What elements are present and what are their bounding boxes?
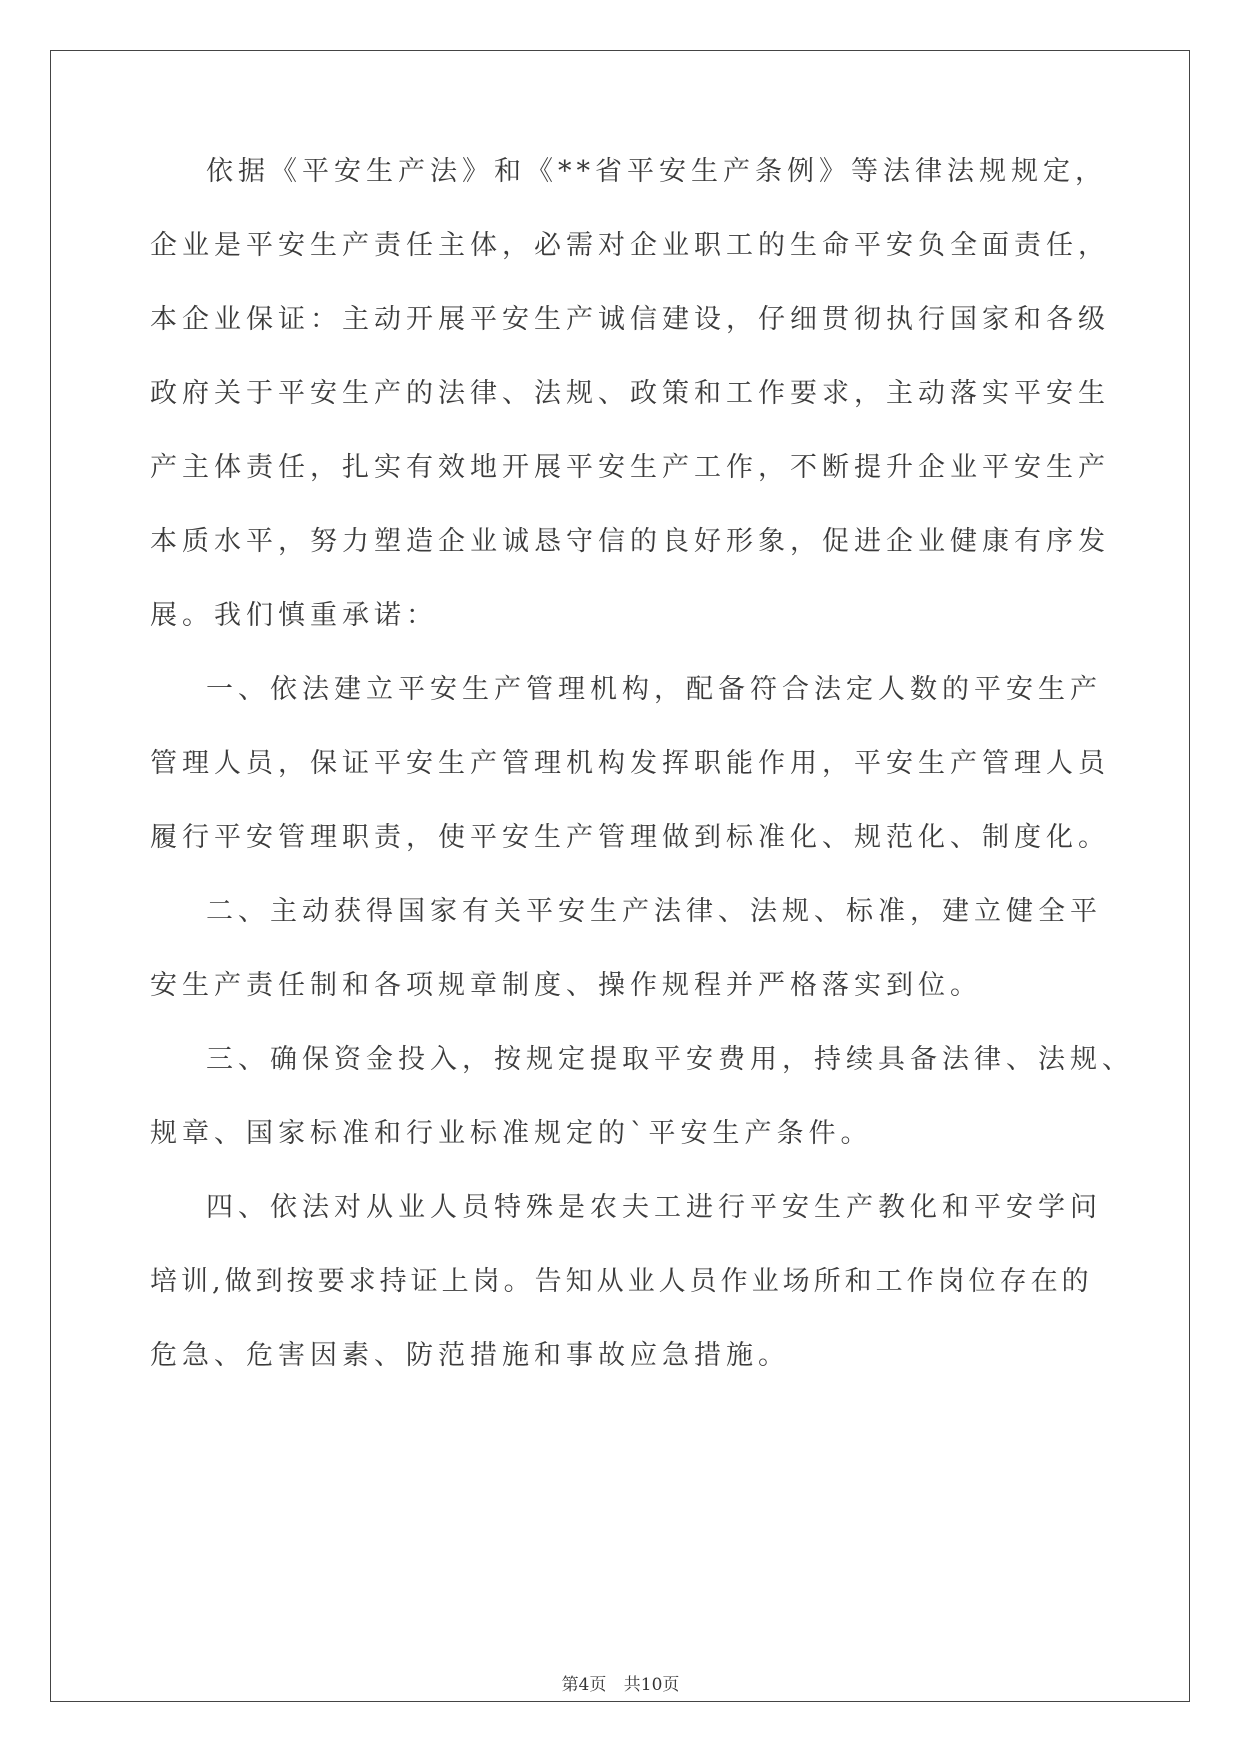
page-number: 第4页 <box>561 1675 607 1695</box>
paragraph-line: 本企业保证：主动开展平安生产诚信建设，仔细贯彻执行国家和各级 <box>150 304 1110 335</box>
paragraph-line: 政府关于平安生产的法律、法规、政策和工作要求，主动落实平安生 <box>150 378 1110 409</box>
paragraph-line: 管理人员，保证平安生产管理机构发挥职能作用，平安生产管理人员 <box>150 748 1110 779</box>
paragraph-line: 企业是平安生产责任主体，必需对企业职工的生命平安负全面责任， <box>150 230 1110 261</box>
paragraph-line: 三、确保资金投入，按规定提取平安费用，持续具备法律、法规、 <box>206 1044 1134 1075</box>
paragraph-line: 危急、危害因素、防范措施和事故应急措施。 <box>150 1340 790 1371</box>
paragraph-line: 规章、国家标准和行业标准规定的`平安生产条件。 <box>150 1118 873 1149</box>
page-border <box>50 50 1190 1702</box>
paragraph-line: 本质水平，努力塑造企业诚恳守信的良好形象，促进企业健康有序发 <box>150 526 1110 557</box>
paragraph-line: 培训,做到按要求持证上岗。告知从业人员作业场所和工作岗位存在的 <box>150 1266 1093 1297</box>
paragraph-line: 安生产责任制和各项规章制度、操作规程并严格落实到位。 <box>150 970 982 1001</box>
page-total: 共10页 <box>623 1675 680 1695</box>
paragraph-line: 二、主动获得国家有关平安生产法律、法规、标准，建立健全平 <box>206 896 1102 927</box>
paragraph-line: 产主体责任，扎实有效地开展平安生产工作，不断提升企业平安生产 <box>150 452 1110 483</box>
paragraph-line: 展。我们慎重承诺： <box>150 600 438 631</box>
paragraph-line: 四、依法对从业人员特殊是农夫工进行平安生产教化和平安学问 <box>206 1192 1102 1223</box>
paragraph-line: 一、依法建立平安生产管理机构，配备符合法定人数的平安生产 <box>206 674 1102 705</box>
paragraph-line: 依据《平安生产法》和《**省平安生产条例》等法律法规规定， <box>206 156 1107 187</box>
paragraph-line: 履行平安管理职责，使平安生产管理做到标准化、规范化、制度化。 <box>150 822 1110 853</box>
page-footer <box>0 1670 1241 1695</box>
